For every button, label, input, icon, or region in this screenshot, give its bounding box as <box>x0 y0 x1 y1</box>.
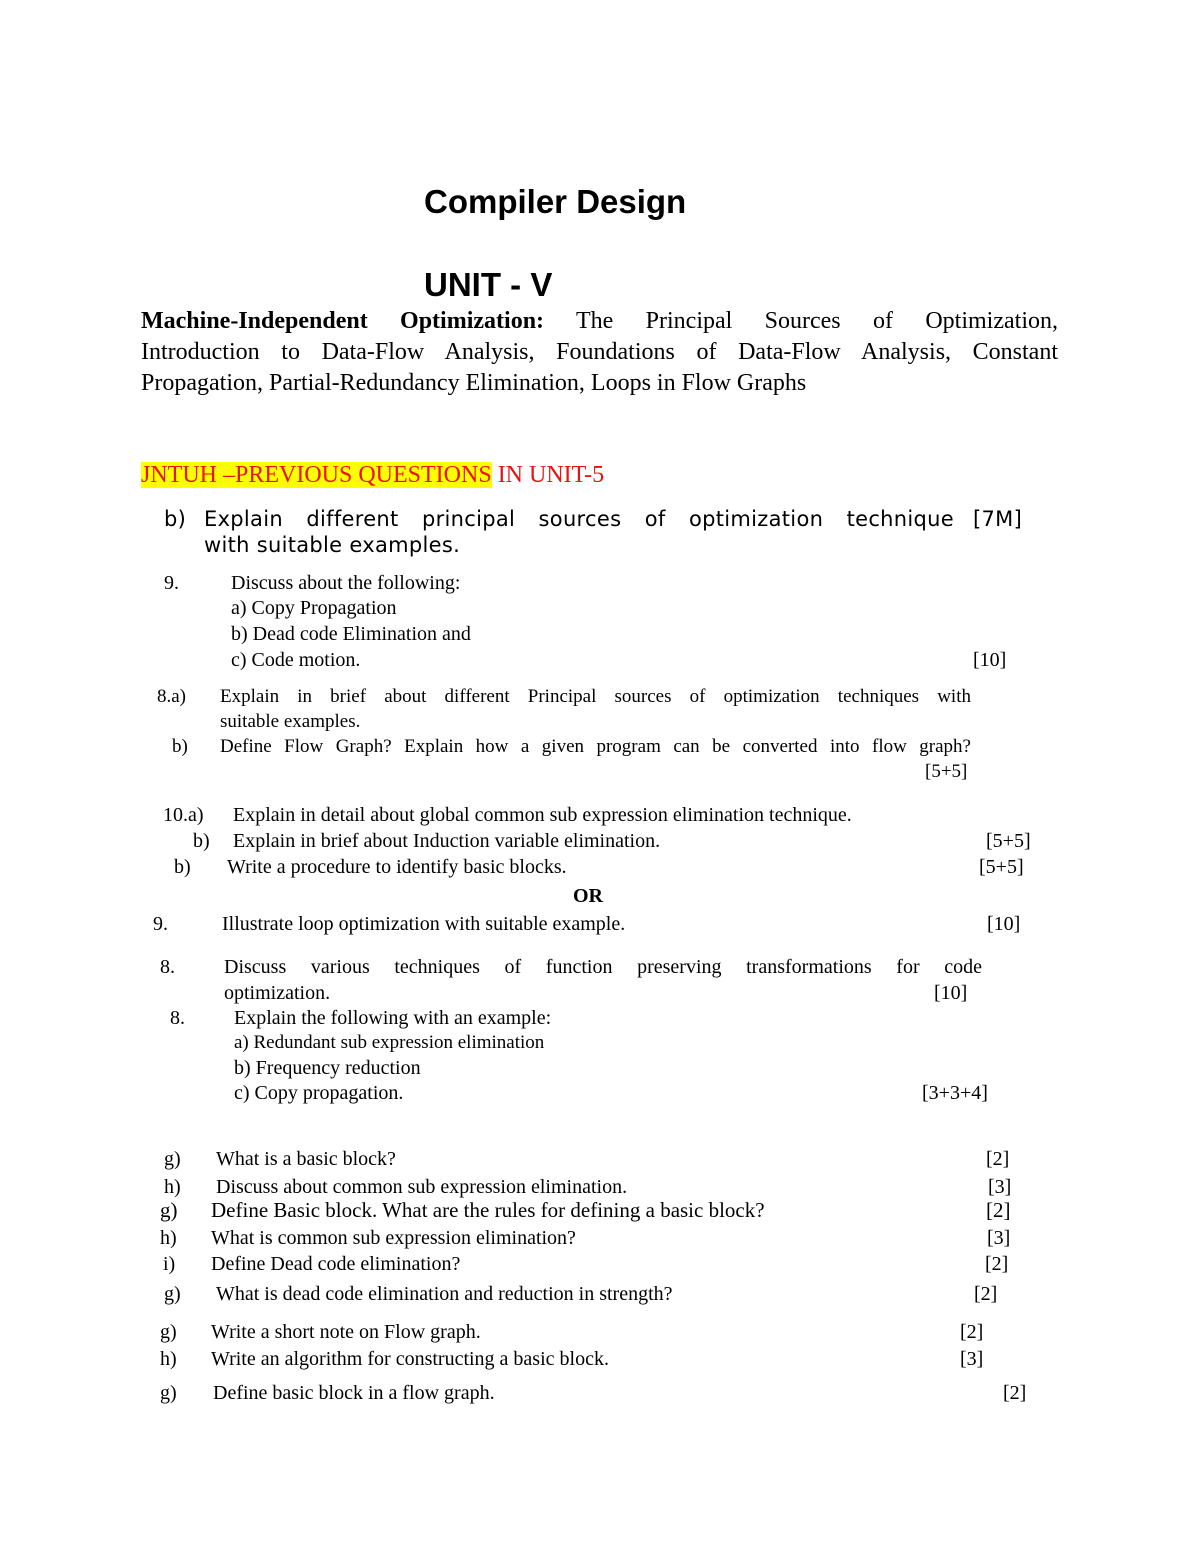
question-text: Explain different principal sources of optimization technique <box>204 507 954 531</box>
question-text: What is a basic block? <box>216 1148 396 1170</box>
question-subitem: a) Copy Propagation <box>231 597 397 619</box>
question-subitem: c) Copy propagation. <box>234 1082 404 1104</box>
section-heading <box>141 462 604 489</box>
question-number: 8. <box>160 956 175 978</box>
question-marks: [5+5] <box>986 830 1031 852</box>
question-number: b) <box>164 507 187 531</box>
syllabus-line: The Principal Sources of Optimization, <box>575 308 1058 334</box>
question-number: 10.a) <box>163 804 204 826</box>
question-marks: [7M] <box>973 507 1023 531</box>
question-text: optimization. <box>224 982 331 1004</box>
question-marks: [10] <box>987 913 1021 935</box>
question-number: b) <box>172 736 188 757</box>
question-text: Discuss about the following: <box>231 572 461 594</box>
question-marks: [2] <box>960 1321 984 1343</box>
question-marks: [3] <box>988 1176 1012 1198</box>
question-marks: [5+5] <box>925 761 968 782</box>
question-text: with suitable examples. <box>204 533 461 557</box>
question-number: g) <box>160 1321 177 1343</box>
question-marks: [2] <box>986 1198 1011 1222</box>
question-marks: [3] <box>987 1227 1011 1249</box>
question-text: Define Flow Graph? Explain how a given program can be converted into flow graph? <box>220 736 971 757</box>
question-text: Define Dead code elimination? <box>211 1253 461 1275</box>
unit-heading: UNIT - V <box>424 266 553 303</box>
page-title: Compiler Design <box>424 183 687 220</box>
question-text: Explain in brief about different Principal sources of optimization techniques with <box>220 686 971 707</box>
section-heading-highlight: JNTUH –PREVIOUS QUESTIONS <box>141 462 492 488</box>
question-text: Write a short note on Flow graph. <box>211 1321 481 1343</box>
question-marks: [2] <box>985 1253 1009 1275</box>
question-text: suitable examples. <box>220 711 361 732</box>
syllabus-line: Propagation, Partial-Redundancy Elimination, Loops in Flow Graphs <box>141 370 807 396</box>
question-subitem: c) Code motion. <box>231 649 361 671</box>
syllabus-paragraph <box>141 306 1058 399</box>
question-text: Write a procedure to identify basic blocks. <box>227 856 567 878</box>
question-number: b) <box>174 856 191 878</box>
question-marks: [2] <box>974 1283 998 1305</box>
question-subitem: a) Redundant sub expression elimination <box>234 1032 545 1053</box>
question-text: Illustrate loop optimization with suitable example. <box>222 913 626 935</box>
syllabus-heading: Machine-Independent Optimization: <box>141 308 545 334</box>
question-marks: [2] <box>986 1148 1010 1170</box>
question-number: g) <box>164 1283 181 1305</box>
question-text: Explain in brief about Induction variable elimination. <box>233 830 661 852</box>
question-text: Discuss various techniques of function preserving transformations for code <box>224 956 982 978</box>
question-number: 9. <box>164 572 179 594</box>
question-number: h) <box>160 1348 177 1370</box>
question-number: g) <box>160 1198 178 1222</box>
question-number: 8. <box>170 1007 185 1029</box>
question-number: g) <box>164 1148 181 1170</box>
question-number: 9. <box>153 913 168 935</box>
question-number: h) <box>164 1176 181 1198</box>
question-marks: [10] <box>934 982 968 1004</box>
question-number: b) <box>193 830 210 852</box>
question-marks: [2] <box>1003 1382 1027 1404</box>
question-number: g) <box>160 1382 177 1404</box>
section-heading-rest: IN UNIT-5 <box>491 462 605 488</box>
question-marks: [5+5] <box>979 856 1024 878</box>
question-number: h) <box>160 1227 177 1249</box>
question-text: What is dead code elimination and reduction in strength? <box>216 1283 673 1305</box>
question-text: Define Basic block. What are the rules for defining a basic block? <box>211 1198 765 1222</box>
question-text: Explain in detail about global common sub expression elimination technique. <box>233 804 852 826</box>
question-number: 8.a) <box>157 686 187 707</box>
question-subitem: b) Dead code Elimination and <box>231 623 471 645</box>
question-marks: [3] <box>960 1348 984 1370</box>
syllabus-line: Introduction to Data-Flow Analysis, Foundations of Data-Flow Analysis, Constant <box>141 339 1058 365</box>
question-marks: [3+3+4] <box>922 1082 988 1104</box>
question-text: Define basic block in a flow graph. <box>213 1382 495 1404</box>
question-text: What is common sub expression elimination? <box>211 1227 576 1249</box>
or-separator: OR <box>573 885 603 907</box>
question-marks: [10] <box>973 649 1007 671</box>
question-text: Discuss about common sub expression elimination. <box>216 1176 628 1198</box>
question-subitem: b) Frequency reduction <box>234 1057 421 1079</box>
question-text: Write an algorithm for constructing a basic block. <box>211 1348 609 1370</box>
question-number: i) <box>163 1253 176 1275</box>
question-text: Explain the following with an example: <box>234 1007 552 1029</box>
